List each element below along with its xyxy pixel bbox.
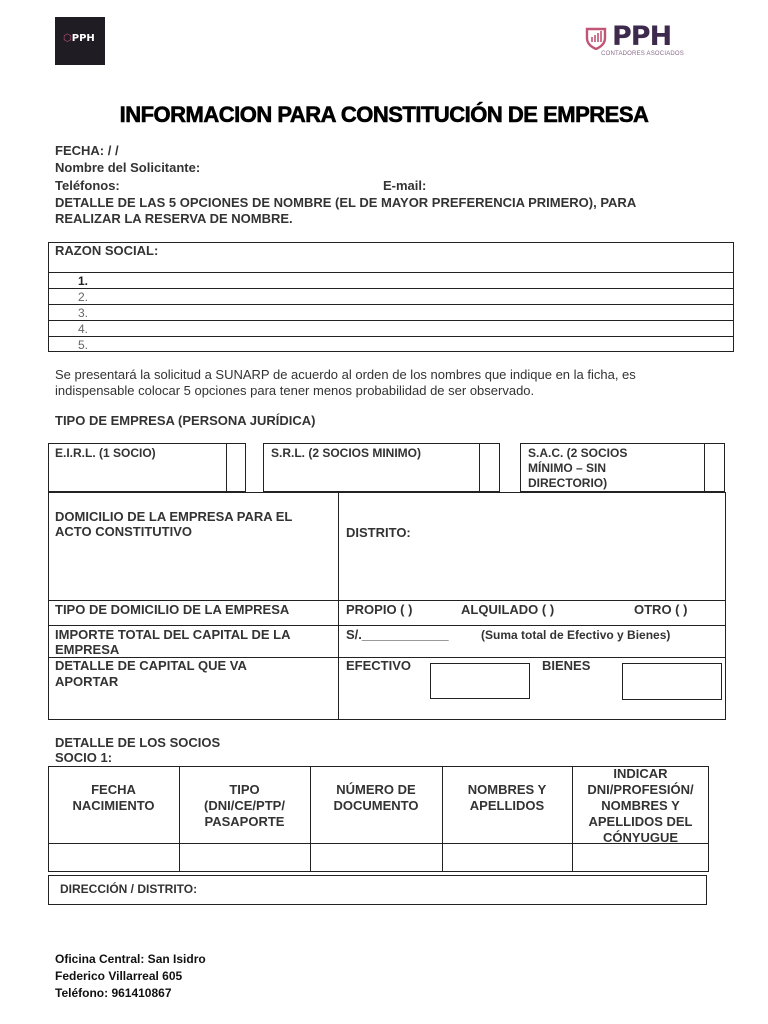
- shield-icon: [584, 26, 608, 50]
- note-line1: Se presentará la solicitud a SUNARP de acuerdo al orden de los nombres que indique en la ficha, es: [55, 367, 636, 382]
- page-title: INFORMACION PARA CONSTITUCIÓN DE EMPRESA: [119, 102, 649, 127]
- distrito-label: DISTRITO:: [346, 525, 411, 540]
- divider: [48, 320, 734, 321]
- detalle-opciones-line1: DETALLE DE LAS 5 OPCIONES DE NOMBRE (EL DE MAYOR PREFERENCIA PRIMERO), PARA: [55, 195, 637, 210]
- divider: [48, 625, 726, 626]
- eirl-label: E.I.R.L. (1 SOCIO): [55, 446, 156, 460]
- propio-option[interactable]: PROPIO ( ): [346, 602, 413, 617]
- cell-numero-input[interactable]: [311, 844, 442, 871]
- col-header-fecha: FECHA NACIMIENTO: [72, 782, 155, 813]
- col-header-numero: NÚMERO DE DOCUMENTO: [333, 782, 419, 813]
- cell-conyugue-input[interactable]: [573, 844, 708, 871]
- sac-checkbox[interactable]: [705, 444, 724, 491]
- telefonos-label: Teléfonos:: [55, 178, 120, 193]
- razon-social-label: RAZON SOCIAL:: [55, 243, 159, 258]
- domicilio-label-line1: DOMICILIO DE LA EMPRESA PARA EL: [55, 509, 293, 524]
- solicitante-label: Nombre del Solicitante:: [55, 160, 201, 175]
- efectivo-label: EFECTIVO: [346, 658, 412, 673]
- razon-option-3[interactable]: 3.: [78, 306, 89, 320]
- divider: [338, 492, 339, 720]
- socio-1-label: SOCIO 1:: [55, 750, 113, 765]
- razon-option-2[interactable]: 2.: [78, 290, 89, 304]
- capital-soles-field[interactable]: S/.____________: [346, 627, 449, 642]
- domicilio-label-line2: ACTO CONSTITUTIVO: [55, 524, 192, 539]
- sac-label-line1: S.A.C. (2 SOCIOS: [528, 446, 628, 460]
- footer-line1: Oficina Central: San Isidro: [55, 952, 206, 966]
- otro-option[interactable]: OTRO ( ): [634, 602, 688, 617]
- razon-option-5[interactable]: 5.: [78, 338, 89, 352]
- eirl-checkbox[interactable]: [227, 444, 245, 491]
- email-label: E-mail:: [383, 178, 427, 193]
- col-header-nombres: NOMBRES Y APELLIDOS: [467, 782, 547, 813]
- divider: [48, 288, 734, 289]
- cell-tipo-input[interactable]: [180, 844, 310, 871]
- col-header-conyugue: INDICAR DNI/PROFESIÓN/ NOMBRES Y APELLIDOS DEL CÓNYUGUE: [587, 766, 694, 845]
- srl-label: S.R.L. (2 SOCIOS MINIMO): [271, 446, 422, 460]
- razon-option-1[interactable]: 1.: [78, 274, 89, 288]
- suma-total-note: (Suma total de Efectivo y Bienes): [481, 628, 671, 642]
- sac-label-line2: MÍNIMO – SIN: [528, 461, 607, 475]
- divider: [48, 600, 726, 601]
- logo-left-mark: ⬡PPH: [63, 33, 95, 44]
- bienes-input-box[interactable]: [622, 663, 722, 700]
- divider: [48, 304, 734, 305]
- alquilado-option[interactable]: ALQUILADO ( ): [461, 602, 555, 617]
- socios-heading: DETALLE DE LOS SOCIOS: [55, 735, 221, 750]
- fecha-label: FECHA: / /: [55, 143, 119, 158]
- detalle-capital-line1: DETALLE DE CAPITAL QUE VA: [55, 658, 247, 673]
- razon-option-4[interactable]: 4.: [78, 322, 89, 336]
- sac-label-line3: DIRECTORIO): [528, 476, 608, 490]
- logo-right-subtitle: CONTADORES ASOCIADOS: [601, 51, 684, 57]
- company-logo-right: [584, 21, 684, 60]
- col-header-tipo: TIPO (DNI/CE/PTP/ PASAPORTE: [204, 782, 285, 829]
- efectivo-input-box[interactable]: [430, 663, 530, 699]
- divider: [48, 336, 734, 337]
- srl-checkbox[interactable]: [480, 444, 499, 491]
- importe-label-line2: EMPRESA: [55, 642, 120, 657]
- tipo-domicilio-label: TIPO DE DOMICILIO DE LA EMPRESA: [55, 602, 290, 617]
- divider: [48, 272, 734, 273]
- importe-label-line1: IMPORTE TOTAL DEL CAPITAL DE LA: [55, 627, 291, 642]
- bienes-label: BIENES: [542, 658, 591, 673]
- cell-fecha-input[interactable]: [49, 844, 179, 871]
- company-logo-left: [55, 17, 105, 65]
- direccion-label: DIRECCIÓN / DISTRITO:: [60, 882, 198, 896]
- footer-line3: Teléfono: 961410867: [55, 986, 172, 1000]
- detalle-capital-line2: APORTAR: [55, 674, 119, 689]
- note-line2: indispensable colocar 5 opciones para tener menos probabilidad de ser observado.: [55, 383, 535, 398]
- logo-right-text: PPH: [612, 21, 672, 52]
- detalle-opciones-line2: REALIZAR LA RESERVA DE NOMBRE.: [55, 211, 293, 226]
- cell-nombres-input[interactable]: [443, 844, 572, 871]
- tipo-empresa-heading: TIPO DE EMPRESA (PERSONA JURÍDICA): [55, 413, 316, 428]
- footer-line2: Federico Villarreal 605: [55, 969, 183, 983]
